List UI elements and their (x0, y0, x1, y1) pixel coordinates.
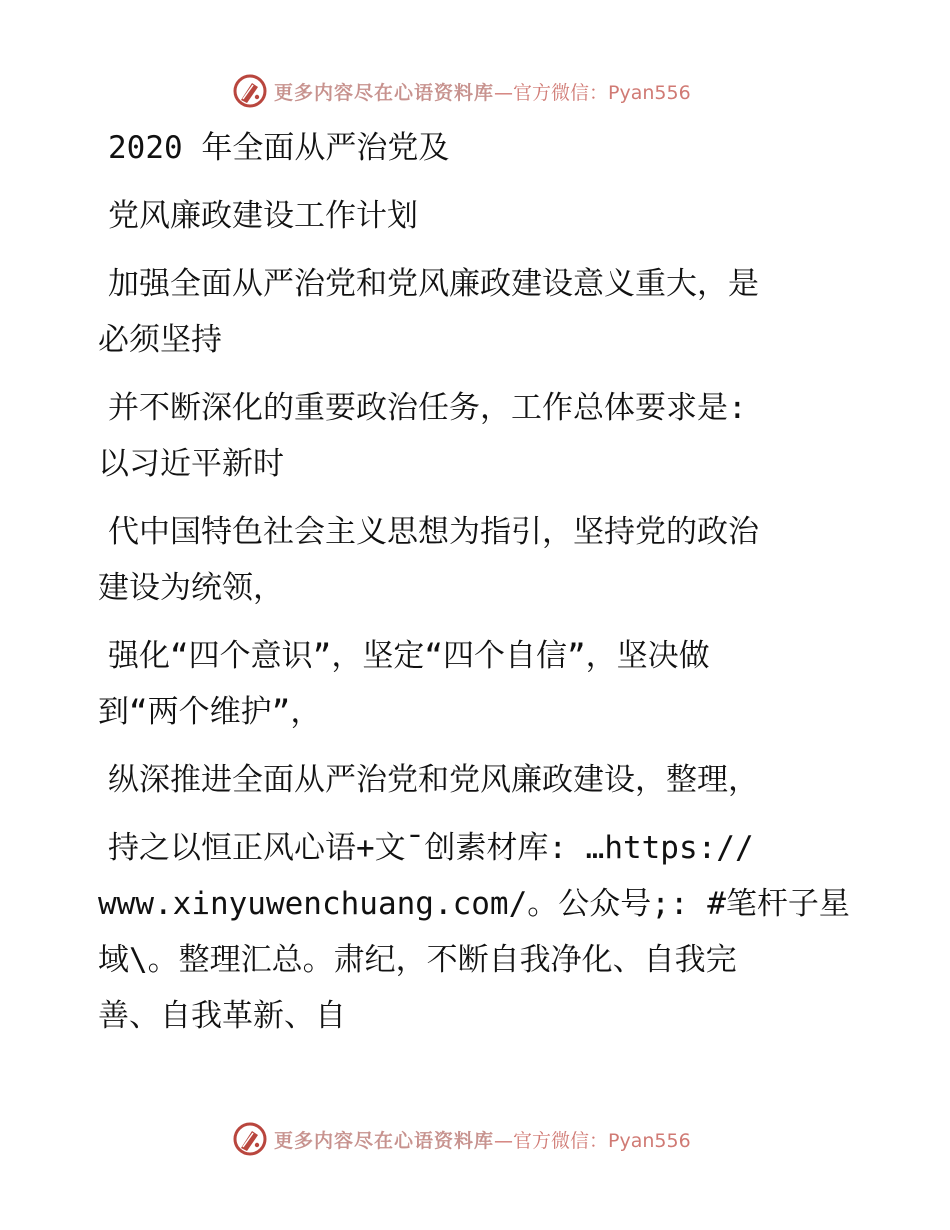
footer-watermark (232, 1119, 691, 1159)
paragraph-line: 域\。整理汇总。肃纪，不断自我净化、自我完 (98, 942, 737, 978)
watermark-brand: 更多内容尽在心语资料库 (274, 81, 495, 104)
paragraph-line: www.xinyuwenchuang.com/。公众号;: #笔杆子星 (98, 886, 850, 922)
paragraph-line: 到“两个维护”， (98, 694, 322, 730)
paragraph-line: 善、自我革新、自 (98, 998, 346, 1034)
paragraph-line: 纵深推进全面从严治党和党风廉政建设，整理， (108, 762, 759, 798)
paragraph-line: 持之以恒正风心语+文¯创素材库: …https:// (108, 830, 754, 866)
header-watermark (232, 71, 691, 111)
document-title-line-2: 党风廉政建设工作计划 (108, 198, 418, 234)
paragraph-line: 加强全面从严治党和党风廉政建设意义重大，是 (108, 266, 759, 302)
paragraph-line: 建设为统领， (98, 570, 284, 606)
pen-nib-circle-icon (232, 1121, 268, 1157)
watermark-contact: —官方微信：Pyan556 (494, 81, 691, 104)
paragraph-line: 强化“四个意识”，坚定“四个自信”，坚决做 (108, 638, 710, 674)
document-title-line-1: 2020 年全面从严治党及 (108, 130, 450, 166)
paragraph-line: 代中国特色社会主义思想为指引，坚持党的政治 (108, 514, 759, 550)
watermark-contact: —官方微信：Pyan556 (494, 1129, 691, 1152)
paragraph-line: 并不断深化的重要政治任务，工作总体要求是: (108, 390, 747, 426)
document-body (98, 120, 850, 1044)
watermark-brand: 更多内容尽在心语资料库 (274, 1129, 495, 1152)
pen-nib-circle-icon (232, 73, 268, 109)
paragraph-line: 以习近平新时 (98, 446, 284, 482)
paragraph-line: 必须坚持 (98, 322, 222, 358)
